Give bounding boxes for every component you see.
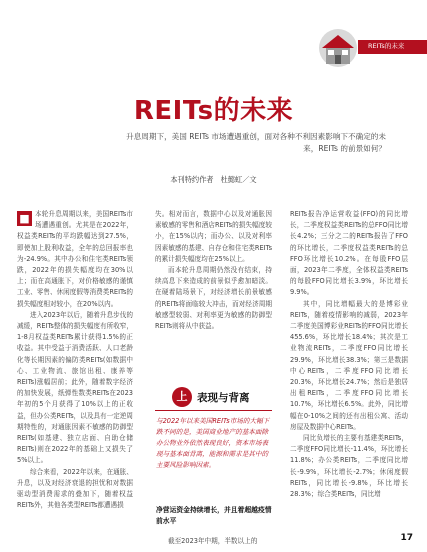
paragraph: 截至2023年中期，半数以上的 xyxy=(168,537,258,545)
column-1 xyxy=(17,209,133,511)
article-deck: 升息周期下，美国 REITs 市场遭遇重创，面对各种不利因素影响下不确定的未来，REITs 的前景如何？ xyxy=(126,132,386,153)
paragraph: 综合来看，2022年以来，在通胀、升息，以及对经济衰退的担忧和对数据驱动型消费需求的叠加下，随着权益REITs外，其他各类型REITs都遭遇损 xyxy=(17,467,133,510)
paragraph: 而本轮升息周期仍然没有结束，持续高息下来造成的前景似乎愈加暗淡。在硬着陆场景下，对经济增长前景敏感的REITs将面临较大冲击，而对经济周期敏感型较弱、对利率更为敏感的防御型REITs则将从中获益。 xyxy=(155,266,272,331)
section-badge: 上 xyxy=(172,387,192,407)
section-divider xyxy=(155,410,272,411)
section-header-band xyxy=(358,40,427,54)
header-house-icon xyxy=(316,28,360,68)
section-title: 表现与背离 xyxy=(197,392,250,404)
page-number: 17 xyxy=(400,533,413,543)
column-2 xyxy=(155,209,272,332)
dropcap: ■ xyxy=(17,211,32,226)
subheading: 净营运资金持续增长，并且着超越疫情前水平 xyxy=(156,506,272,525)
paragraph: 失。相对而言，数据中心以及对通胀因素敏感的零售和酒店REITs的损失幅度较小，在15%以内；而办公、以及对利率因素敏感的基建、自存仓和住宅类REITs的累计损失幅度均在25%以上。 xyxy=(155,210,272,263)
byline: 本刊特约作者 杜懿虹／文 xyxy=(170,175,257,184)
paragraph: REITs报告净运营收益(FFO)的同比增长，二季度权益类REITs的总FFO同比增长4.2%；三分之二的REITs报告了FFO的环比增长，二季度权益类REITs的总FFO环比增长10.2%。在每股FFO层面，2023年二季度，全体权益类REITs的每股FFO同比增长3.9%，环比增长9.9%。 xyxy=(290,210,408,297)
paragraph: 进入2023年以后，随着升息步伐的减缓，REITs整体的损失幅度有所收窄，1-8月权益类REITs累计获得1.5%的正收益。其中受益于消费活跃、人口老龄化等长期因素的偏防类REITs(如数据中心、工业物流、旅馆出租、康养等REITs)涨幅居前；此外，随着数字经济的加快发展，纸弹性数类REITs在2023年初的5个月获得了10%以上的正收益，但办公类REITs，以及具有一定逆周期特性的，对通胀因素不敏感的防御型REITs(如基建、独立店面、自助仓储REITs)则在2022年的基础上又损失了5%以上。 xyxy=(17,310,133,465)
column-3 xyxy=(290,209,408,500)
page-title: REITs的未来 xyxy=(133,96,294,126)
pull-quote: 与2022年以来美国REITs市场的大幅下跌不同的是，美国商业地产的基本面除办公物业外依然表现良好，资本市场表现与基本面背离，能源和需求是其中的主要风险影响因素。 xyxy=(156,417,270,469)
paragraph-text: 本轮升息周期以来，美国REITs市场遭遇重创。尤其是在2022年，权益类REITs的平均跌幅达到27.5%，即使加上股利收益，全年的总回报率也为-24.9%。其中办公和住宅类REITs领跌，2022年的损失幅度均在30%以上；而在高通胀下，对价格敏感的谨慎工业、零售、休闲度假等消费类REITs的损失幅度相对较小，在20%以内。 xyxy=(17,210,133,308)
paragraph: 其中，同比增幅最大的是博彩业REITs，随着疫情影响的减弱，2023年二季度美国博彩业REITs的FFO同比增长455.6%，环比增长18.4%；其次是工业物流REITs，二季度FFO同比增长29.9%，环比增长38.3%；第三是数据中心REITs，二季度FFO同比增长20.3%，环比增长24.7%；然后是独居出租REITs，二季度FFO同比增长10.7%，环比增长6.5%。此外，同比增幅在0-10%之间的还有出租公寓、活动房屋及数据中心REITs。 xyxy=(290,299,408,431)
paragraph xyxy=(17,209,133,310)
paragraph: 同比负增长的主要有基建类REITs，二季度FFO同比增长-11.4%，环比增长11.8%；办公类REITs，二季度同比增长-9.9%，环比增长-2.7%；休闲度假REITs，同比增长-9.8%，环比增长28.3%；综合类REITs，同比增 xyxy=(290,434,408,499)
section-label: REITs的未来 xyxy=(368,42,405,50)
